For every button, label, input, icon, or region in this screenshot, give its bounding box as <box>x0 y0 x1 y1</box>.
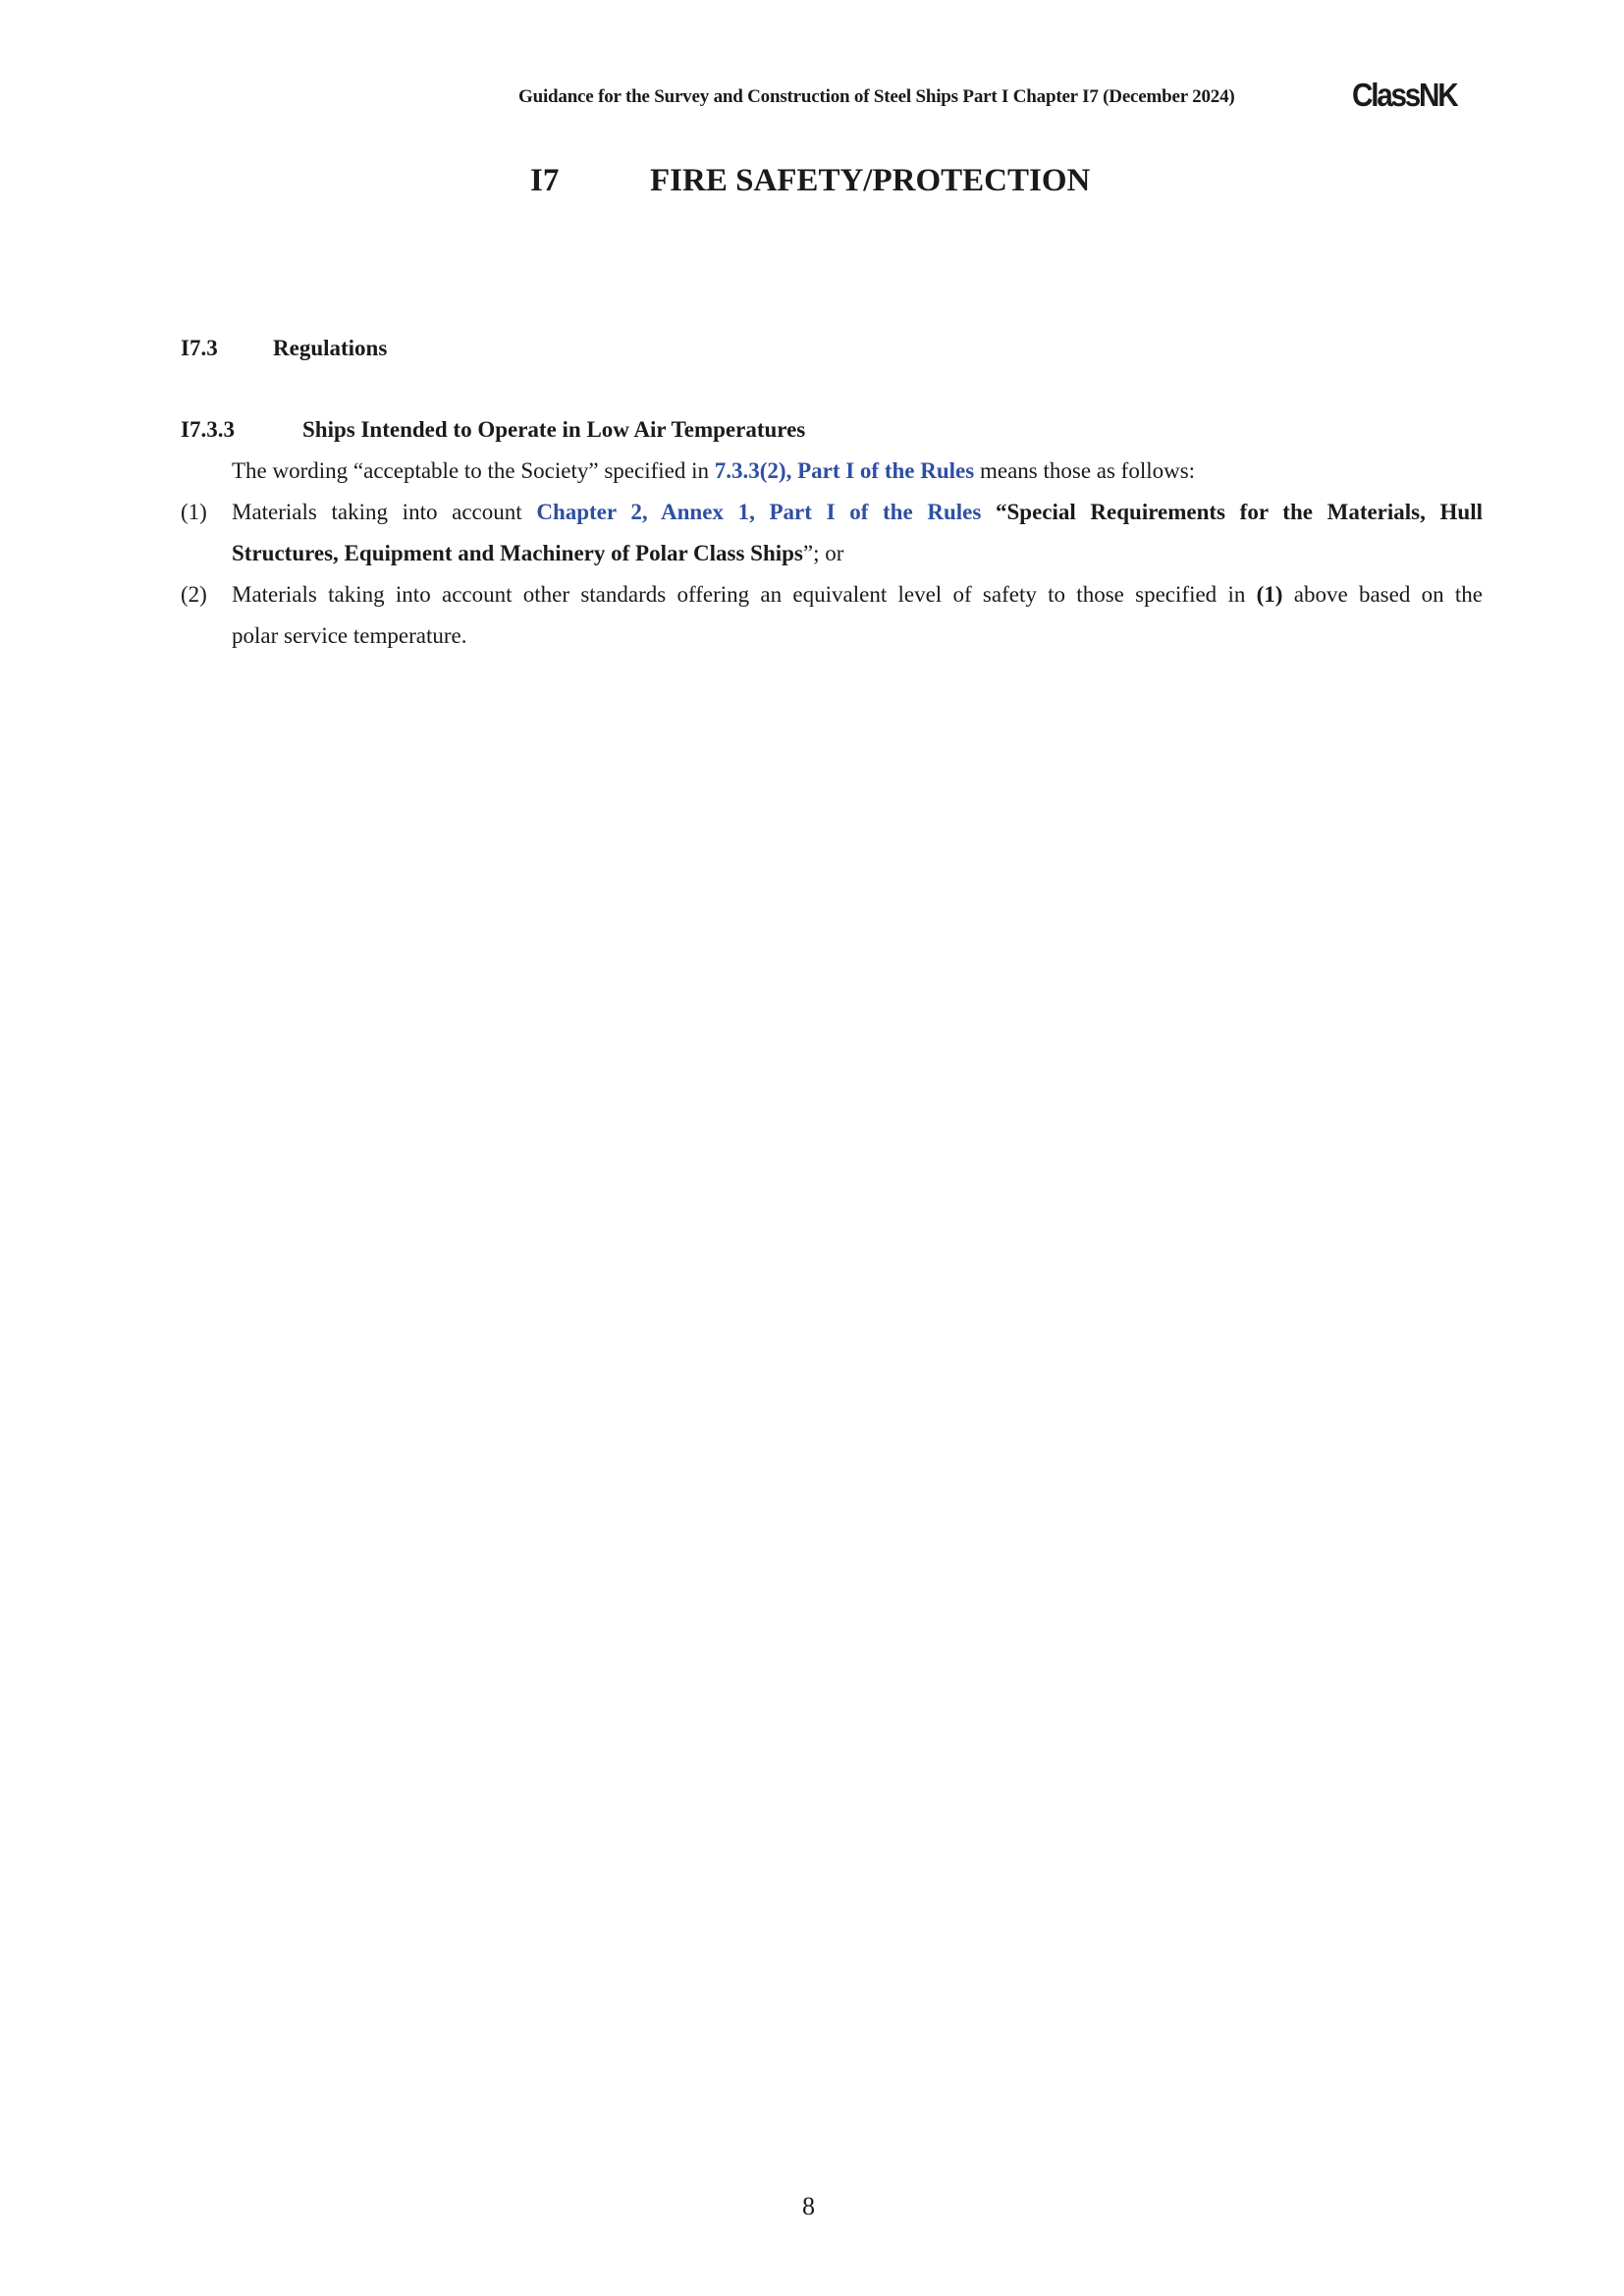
list-item-2-text-after: above based on the <box>1282 582 1483 607</box>
classnk-logo: ClassNK <box>1352 77 1457 113</box>
list-item-2-ref: (1) <box>1256 582 1283 607</box>
intro-text-after: means those as follows: <box>974 458 1196 483</box>
list-item-2-line-1 <box>232 582 1483 608</box>
list-item-1-line-2 <box>232 541 843 566</box>
subsection-number: I7.3.3 <box>181 417 235 442</box>
subsection-title: Ships Intended to Operate in Low Air Temperatures <box>302 417 806 442</box>
rules-link-chapter-2-annex-1[interactable]: Chapter 2, Annex 1, Part I of the Rules <box>536 500 982 524</box>
intro-paragraph <box>232 458 1195 484</box>
page-number: 8 <box>802 2192 815 2220</box>
section-title: Regulations <box>273 336 388 360</box>
chapter-title: FIRE SAFETY/PROTECTION <box>650 163 1091 198</box>
list-item-label-2: (2) <box>181 582 207 607</box>
list-item-1-line-1 <box>232 500 1483 525</box>
list-item-1-text: Materials taking into account <box>232 500 537 524</box>
list-item-2-text: Materials taking into account other standards offering an equivalent level of safety to those specified in <box>232 582 1257 607</box>
list-item-1-bold-title-cont: Structures, Equipment and Machinery of Polar Class Ships <box>232 541 803 565</box>
chapter-number: I7 <box>530 163 560 198</box>
list-item-1-bold-title: “Special Requirements for the Materials, Hull <box>981 500 1484 524</box>
intro-text-before: The wording “acceptable to the Society” specified in <box>232 458 715 483</box>
list-item-2-line-2: polar service temperature. <box>232 623 467 648</box>
list-item-label-1: (1) <box>181 500 207 524</box>
running-header: Guidance for the Survey and Construction of Steel Ships Part I Chapter I7 (December 2024) <box>518 86 1235 107</box>
section-number: I7.3 <box>181 336 218 360</box>
list-item-1-text-end: ”; or <box>802 541 844 565</box>
rules-link-7-3-3[interactable]: 7.3.3(2), Part I of the Rules <box>714 458 975 483</box>
